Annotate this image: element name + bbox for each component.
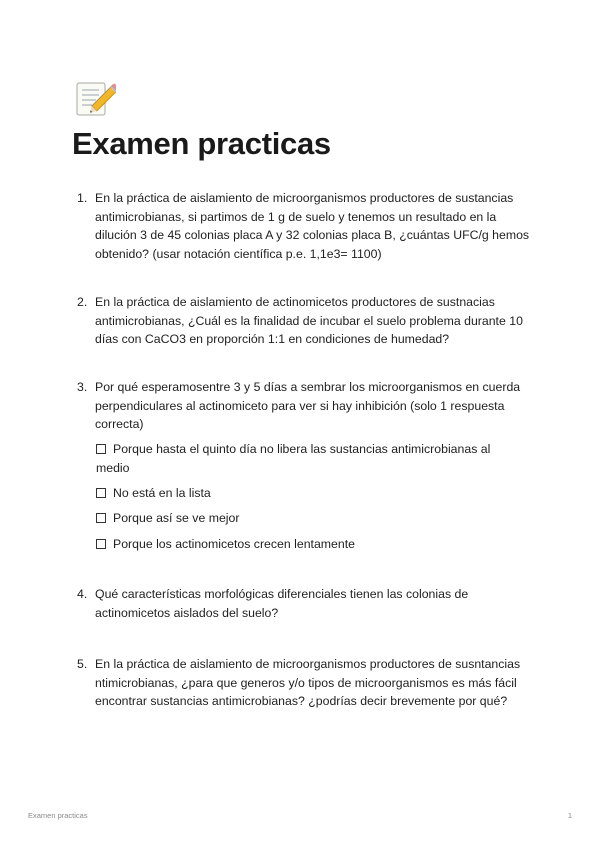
question-number: 5. bbox=[77, 657, 88, 671]
checkbox[interactable] bbox=[96, 539, 106, 549]
footer-page-number: 1 bbox=[567, 811, 572, 820]
question-text: En la práctica de aislamiento de actinomicetos productores de sustnacias antimicrobianas, ¿Cuál es la finalidad de incubar el suelo problema durante 10 días con CaCO3 en proporción 1:1 en condiciones de humedad? bbox=[95, 295, 523, 346]
footer-title: Examen practicas bbox=[28, 811, 88, 820]
question-number: 2. bbox=[77, 295, 88, 309]
checkbox[interactable] bbox=[96, 513, 106, 523]
question-text: En la práctica de aislamiento de microorganismos productores de sustancias antimicrobianas, si partimos de 1 g de suelo y tenemos un resultado en la dilución 3 de 45 colonias placa A y 32 colonias placa B, ¿cuántas UFC/g hemos obtenido? (usar notación científica p.e. 1,1e3= 1100) bbox=[95, 191, 530, 261]
memo-pencil-icon bbox=[74, 77, 116, 119]
question-text: Por qué esperamosentre 3 y 5 días a sembrar los microorganismos en cuerda perpendiculares al actinomiceto para ver si hay inhibición (solo 1 respuesta correcta) bbox=[95, 380, 521, 431]
page-title: Examen practicas bbox=[72, 126, 331, 161]
question-number: 1. bbox=[77, 191, 88, 205]
question-1 bbox=[77, 189, 537, 263]
question-5 bbox=[77, 655, 537, 711]
question-2 bbox=[77, 293, 537, 349]
option-label: Porque hasta el quinto día no libera las sustancias antimicrobianas al medio bbox=[96, 442, 491, 475]
option-1[interactable] bbox=[96, 440, 526, 477]
question-number: 4. bbox=[77, 587, 88, 601]
option-label: Porque así se ve mejor bbox=[113, 511, 240, 525]
option-4[interactable] bbox=[96, 535, 526, 554]
question-number: 3. bbox=[77, 380, 88, 394]
question-4 bbox=[77, 585, 537, 622]
checkbox[interactable] bbox=[96, 444, 106, 454]
question-3 bbox=[77, 378, 537, 434]
question-text: En la práctica de aislamiento de microorganismos productores de susntancias ntimicrobianas, ¿para que generos y/o tipos de microorganismos es más fácil encontrar sustancias antimicrobianas? ¿podrías decir brevemente por qué? bbox=[95, 657, 521, 708]
checkbox[interactable] bbox=[96, 488, 106, 498]
option-2[interactable] bbox=[96, 484, 526, 503]
option-3[interactable] bbox=[96, 509, 526, 528]
question-text: Qué características morfológicas diferenciales tienen las colonias de actinomicetos aislados del suelo? bbox=[95, 587, 469, 620]
option-label: Porque los actinomicetos crecen lentamente bbox=[113, 537, 355, 551]
option-label: No está en la lista bbox=[113, 486, 211, 500]
